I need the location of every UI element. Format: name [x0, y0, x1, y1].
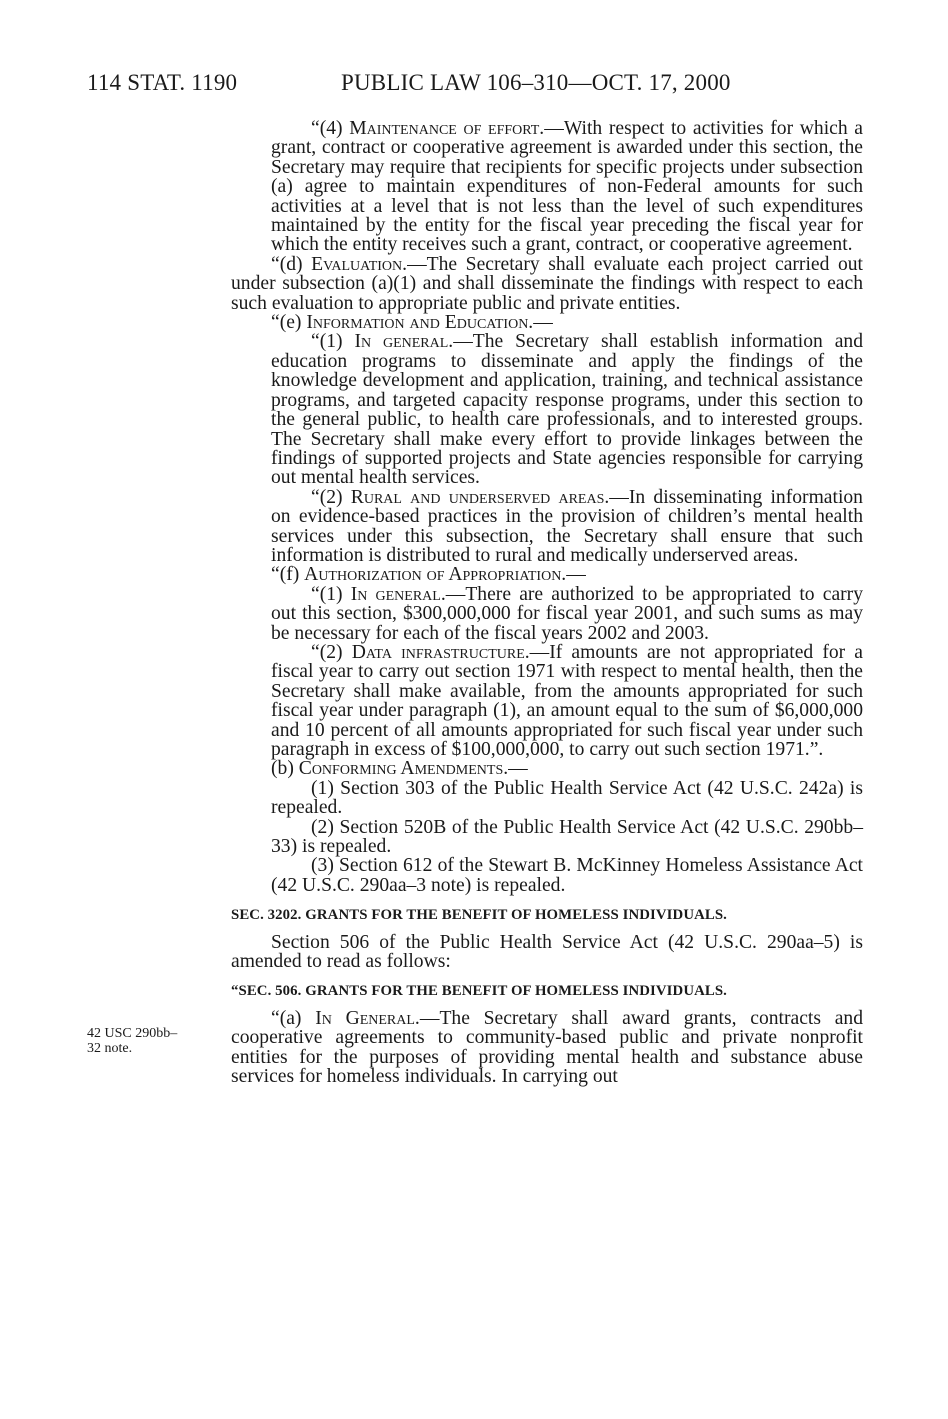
paragraph-rural-underserved: “(2) Rural and underserved areas.—In disseminating information on evidence-based practices in the provision of children’s mental health services under this subsection, the Secretary shall ensure that such information is distributed to rural and medically underserved areas. [271, 486, 863, 566]
paragraph-heading: In General. [315, 1007, 420, 1029]
paragraph-grants-in-general: “(a) In General.—The Secretary shall award grants, contracts and cooperative agreements to community-based public and private nonprofit entities for the purposes of providing mental health and substance abuse services for homeless individuals. In carrying out [231, 1007, 864, 1088]
statute-text [231, 119, 863, 1087]
paragraph-heading: Information and Education. [306, 312, 534, 334]
running-header: PUBLIC LAW 106–310—OCT. 17, 2000 [341, 70, 731, 95]
paragraph-repeal: (2) Section 520B of the Public Health Service Act (42 U.S.C. 290bb–33) is repealed. [271, 816, 863, 858]
margin-note [87, 1026, 217, 1056]
paragraph-authorization: “(f) Authorization of Appropriation.— [271, 564, 586, 586]
section-heading: SEC. 3202. GRANTS FOR THE BENEFIT OF HOMELESS INDIVIDUALS. [231, 907, 727, 924]
paragraph-heading: Data infrastructure. [351, 641, 530, 663]
paragraph-heading: In general. [354, 331, 454, 353]
margin-note-line: 42 USC 290bb– [87, 1026, 178, 1041]
paragraph-repeal: (3) Section 612 of the Stewart B. McKinney Homeless Assistance Act (42 U.S.C. 290aa–3 note) is repealed. [271, 855, 863, 896]
paragraph-maintenance-of-effort: “(4) Maintenance of effort.—With respect to activities for which a grant, contract or cooperative agreement is awarded under this section, the Secretary may require that recipients for specific projects under subsection (a) agree to maintain expenditures of non-Federal amounts for such activities at a level that is not less than the level of such expenditures maintained by the entity for the fiscal year preceding the fiscal year for which the entity receives such a grant, contract, or cooperative agreement. [271, 118, 863, 256]
paragraph-information-education: “(e) Information and Education.— [271, 312, 553, 334]
paragraph-evaluation: “(d) Evaluation.—The Secretary shall evaluate each project carried out under subsection (a)(1) and shall disseminate the findings with respect to each such evaluation to appropriate public and private entities. [231, 253, 863, 314]
paragraph-heading: Authorization of Appropriation. [304, 564, 567, 586]
paragraph-heading: Conforming Amendments. [298, 758, 509, 780]
paragraph-amendment-intro: Section 506 of the Public Health Service Act (42 U.S.C. 290aa–5) is amended to read as follows: [231, 931, 863, 973]
paragraph-in-general: “(1) In general.—The Secretary shall establish information and education programs to disseminate and apply the findings of the knowledge development and application, training, and technical assistance programs, and targeted capacity response programs, under this section to the general public, to health care professionals, and to interested groups. The Secretary shall make every effort to provide linkages between the findings of supported projects and State agencies responsible for carrying out mental health services. [271, 331, 863, 489]
paragraph-heading: Evaluation. [311, 253, 408, 275]
section-heading: “SEC. 506. GRANTS FOR THE BENEFIT OF HOMELESS INDIVIDUALS. [231, 983, 727, 1000]
margin-note-line: 32 note. [87, 1041, 133, 1056]
paragraph-conforming-amendments: (b) Conforming Amendments.— [271, 758, 528, 780]
paragraph-heading: In general. [350, 583, 446, 605]
paragraph-heading: Rural and underserved areas. [350, 486, 610, 508]
paragraph-heading: Maintenance of effort. [349, 118, 545, 139]
paragraph-repeal: (1) Section 303 of the Public Health Service Act (42 U.S.C. 242a) is repealed. [271, 777, 863, 819]
paragraph-in-general: “(1) In general.—There are authorized to be appropriated to carry out this section, $300,000,000 for fiscal year 2001, and such sums as may be necessary for each of the fiscal years 2002 and 2003. [271, 583, 863, 644]
paragraph-data-infrastructure: “(2) Data infrastructure.—If amounts are not appropriated for a fiscal year to carry out section 1971 with respect to mental health, then the Secretary shall make available, from the amounts appropriated for such fiscal year under paragraph (1), an amount equal to the sum of $6,000,000 and 10 percent of all amounts appropriated for such fiscal year under such paragraph in excess of $100,000,000, to carry out such section 1971.”. [271, 641, 863, 760]
page-citation: 114 STAT. 1190 [87, 70, 238, 95]
